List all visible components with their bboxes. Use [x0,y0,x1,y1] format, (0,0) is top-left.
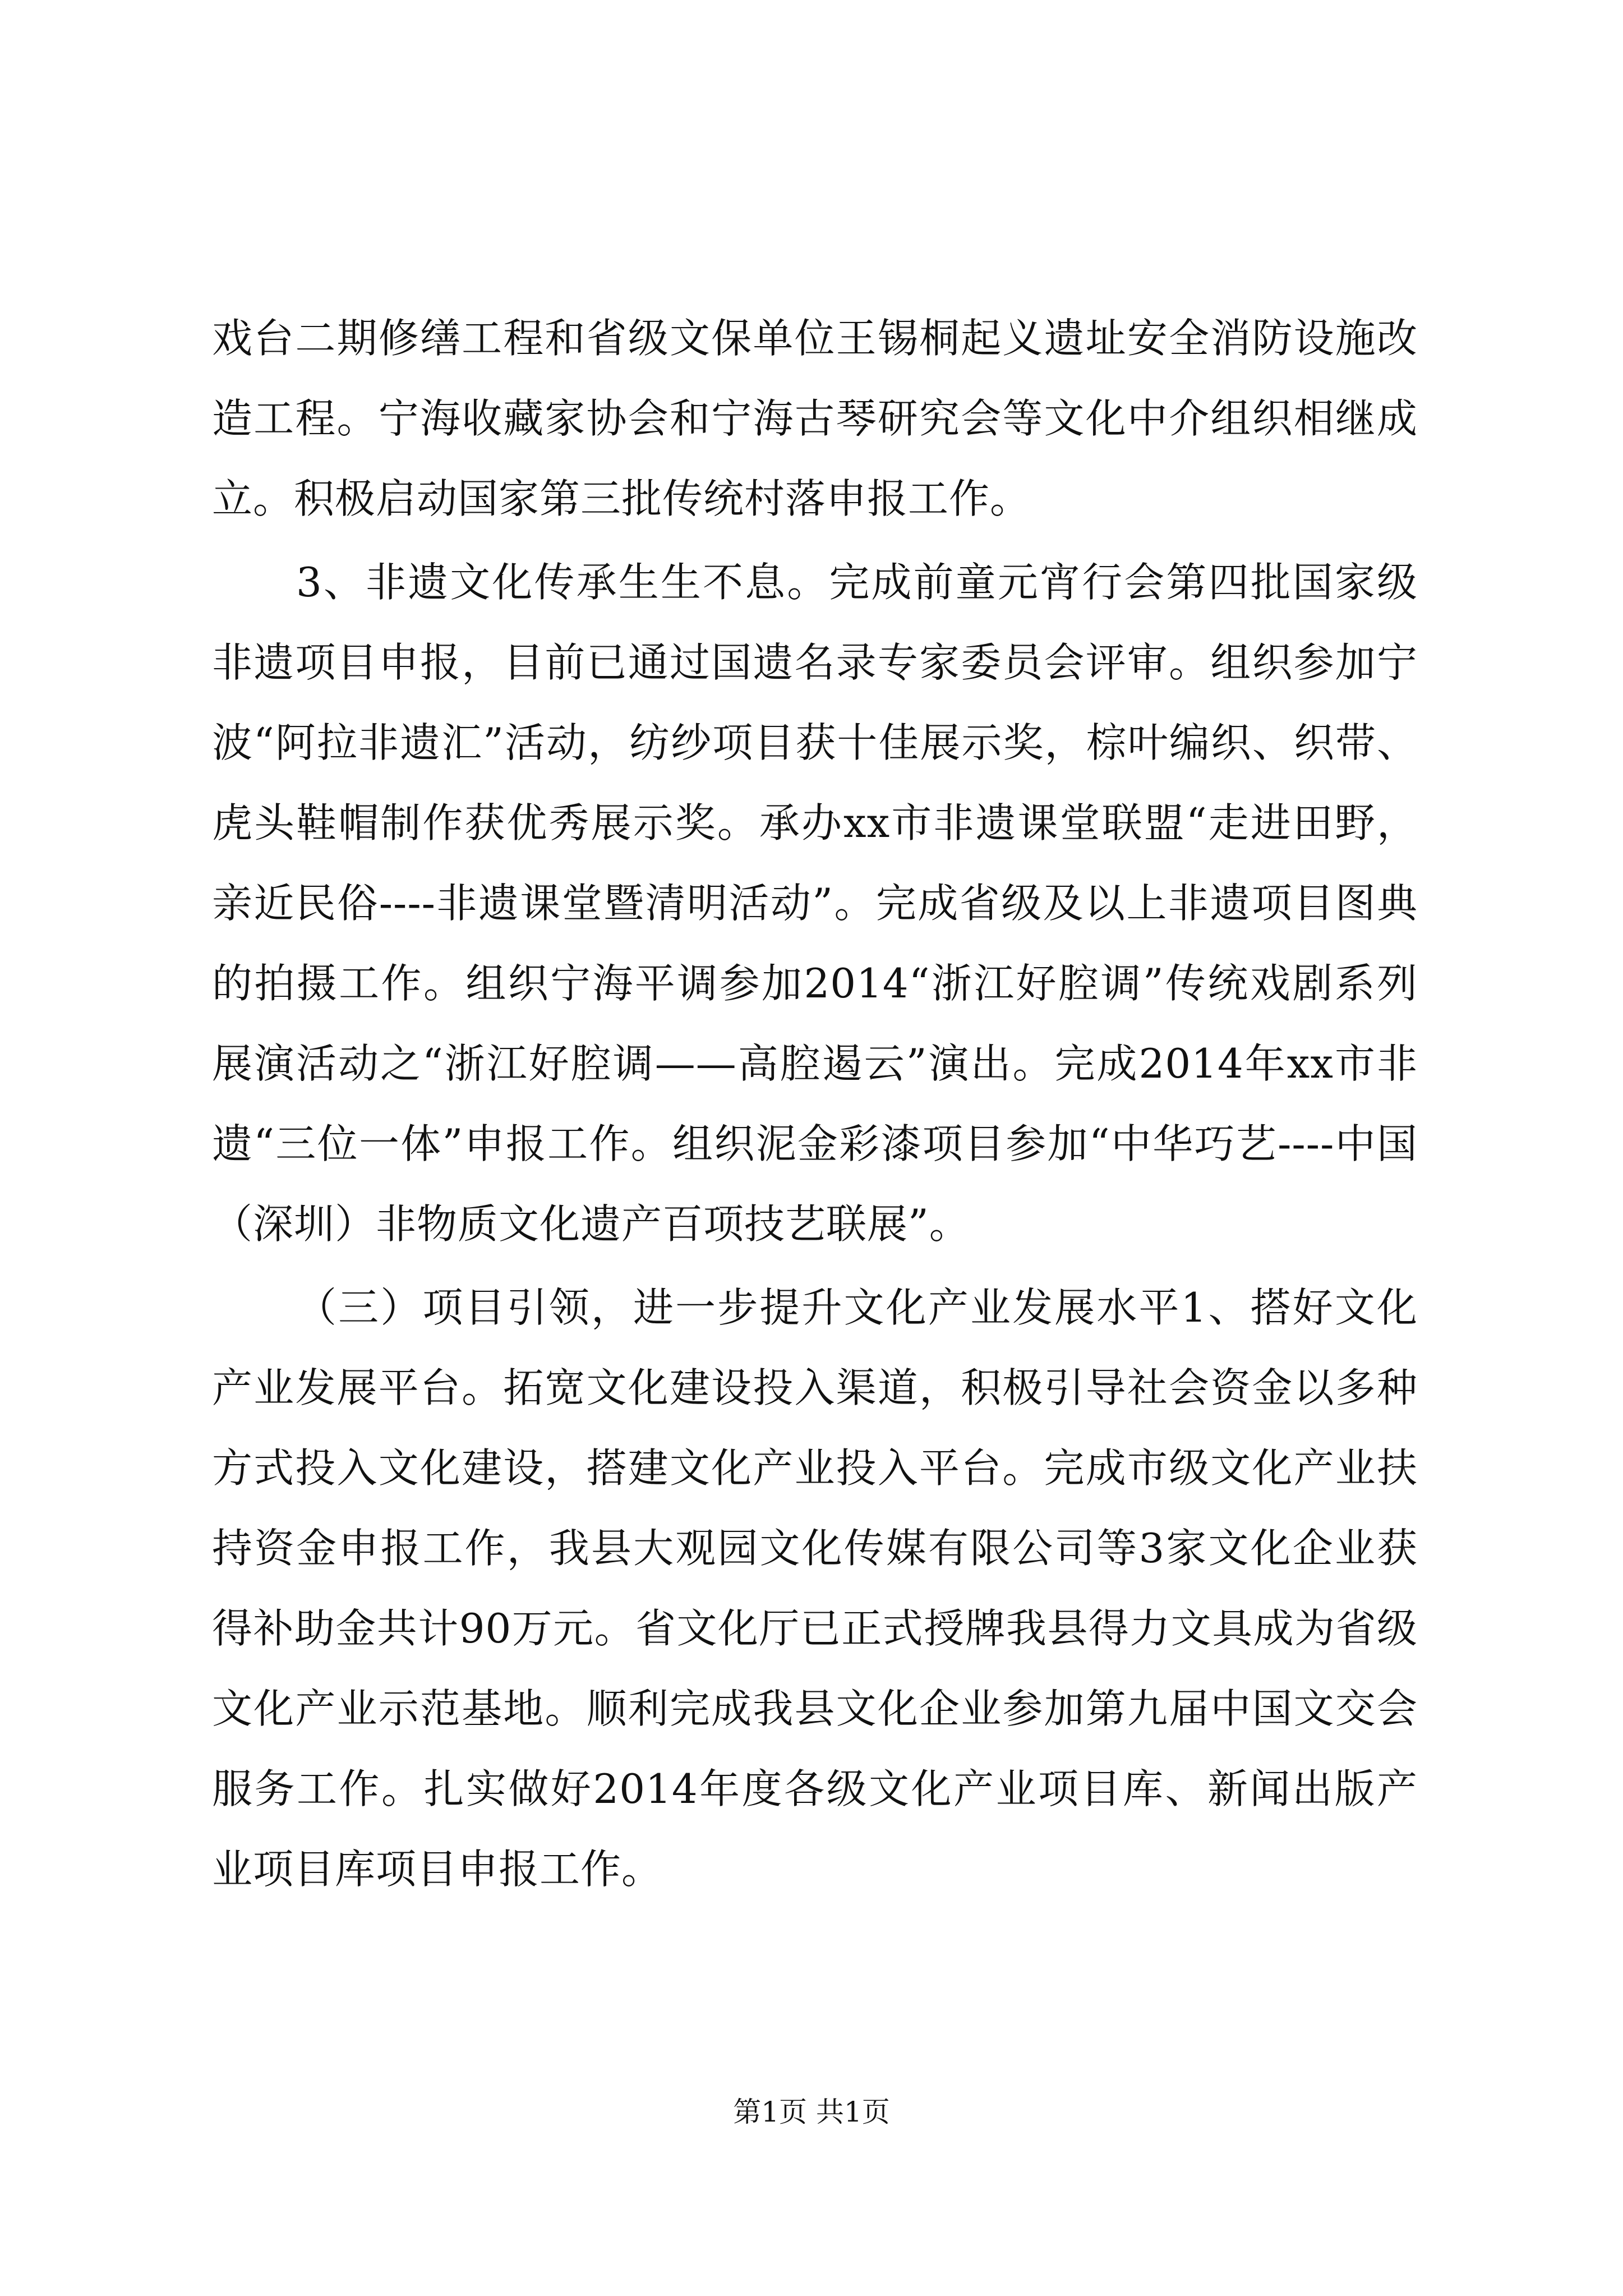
document-body [212,298,1418,1910]
paragraph-continuation: 戏台二期修缮工程和省级文保单位王锡桐起义遗址安全消防设施改造工程。宁海收藏家协会和宁海古琴研究会等文化中介组织相继成立。积极启动国家第三批传统村落申报工作。 [212,315,1418,522]
paragraph-intangible-heritage: 3、非遗文化传承生生不息。完成前童元宵行会第四批国家级非遗项目申报，目前已通过国遗名录专家委员会评审。组织参加宁波“阿拉非遗汇”活动，纺纱项目获十佳展示奖，棕叶编织、织带、虎头鞋帽制作获优秀展示奖。承办xx市非遗课堂联盟“走进田野，亲近民俗----非遗课堂暨清明活动”。完成省级及以上非遗项目图典的拍摄工作。组织宁海平调参加2014“浙江好腔调”传统戏剧系列展演活动之“浙江好腔调——高腔遏云”演出。完成2014年xx市非遗“三位一体”申报工作。组织泥金彩漆项目参加“中华巧艺----中国（深圳）非物质文化遗产百项技艺联展”。 [212,559,1418,1248]
paragraph-cultural-industry: （三）项目引领，进一步提升文化产业发展水平1、搭好文化产业发展平台。拓宽文化建设投入渠道，积极引导社会资金以多种方式投入文化建设，搭建文化产业投入平台。完成市级文化产业扶持资金申报工作，我县大观园文化传媒有限公司等3家文化企业获得补助金共计90万元。省文化厅已正式授牌我县得力文具成为省级文化产业示范基地。顺利完成我县文化企业参加第九届中国文交会服务工作。扎实做好2014年度各级文化产业项目库、新闻出版产业项目库项目申报工作。 [212,1284,1418,1893]
page-footer: 第1页 共1页 [733,2096,890,2128]
